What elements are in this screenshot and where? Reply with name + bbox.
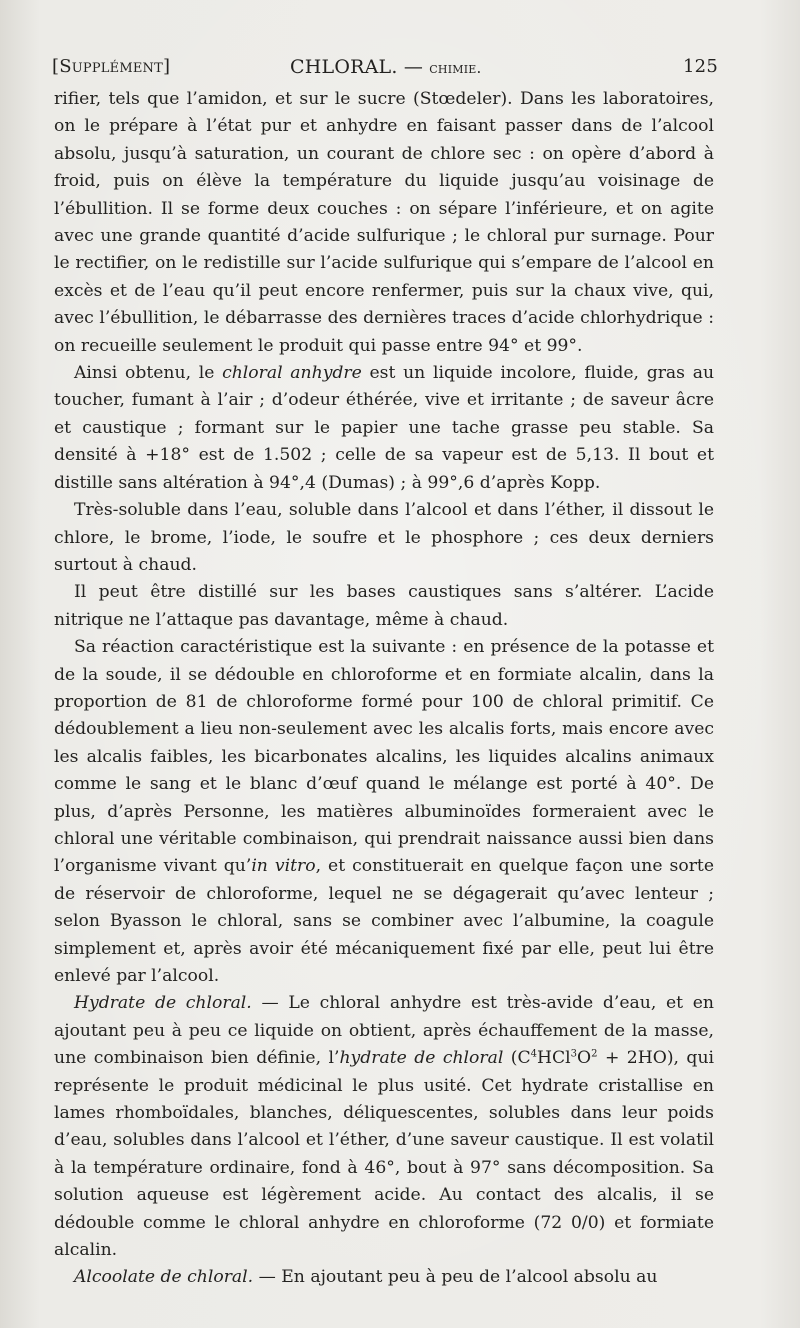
formula-part-d: + 2HO) bbox=[597, 1048, 674, 1069]
header-subtitle: chimie. bbox=[429, 59, 482, 77]
running-header bbox=[52, 56, 718, 84]
p6-italic-heading: Hydrate de chloral. bbox=[74, 993, 252, 1014]
body-text bbox=[54, 86, 714, 1292]
p6-text-b: , qui représente le produit médicinal le plus usité. Cet hydrate cristallise en lames rhomboïdales, blanches, déliquescentes, solubles dans leur poids d’eau, solubles dans l’alcool et l’éther, d’une saveur caustique. Il est volatil à la température ordinaire, fond à 46°, bout à 97° sans décomposition. Sa solution aqueuse est légèrement acide. Au contact des alcalis, il se dédouble comme le chloral anhydre en chloroforme (72 0/0) et formiate alcalin. bbox=[54, 1048, 715, 1261]
paragraph-chloral-anhydre bbox=[54, 360, 714, 497]
p7-italic-heading: Alcoolate de chloral. bbox=[74, 1267, 254, 1288]
formula-part-b: HCl bbox=[537, 1048, 571, 1069]
page-number: 125 bbox=[683, 56, 718, 77]
chemical-formula bbox=[503, 1048, 673, 1068]
p5-italic-term: in vitro bbox=[251, 856, 316, 877]
p5-text-b: , et constituerait en quelque façon une sorte de réservoir de chloroforme, lequel ne se dégagerait qu’avec lenteur ; selon Byasson le chloral, sans se combiner avec l’albumine, la coagule simplement et, après avoir été mécaniquement fixé par elle, peut lui être enlevé par l’alcool. bbox=[54, 856, 715, 986]
header-section-label: [Supplément] bbox=[52, 56, 171, 77]
paragraph-continuation: rifier, tels que l’amidon, et sur le sucre (Stœdeler). Dans les laboratoires, on le prépare à l’état pur et anhydre en faisant passer dans de l’alcool absolu, jusqu’à saturation, un courant de chlore sec : on opère d’abord à froid, puis on élève la température du liquide jusqu’au voisinage de l’ébullition. Il se forme deux couches : on sépare l’inférieure, et on agite avec une grande quantité d’acide sulfurique ; le chloral pur surnage. Pour le rectifier, on le redistille sur l’acide sulfurique qui s’empare de l’alcool en excès et de l’eau qu’il peut encore renfermer, puis sur la chaux vive, qui, avec l’ébullition, le débarrasse des dernières traces d’acide chlorhydrique : on recueille seulement le produit qui passe entre 94° et 99°. bbox=[54, 89, 714, 356]
paragraph-solubility: Très-soluble dans l’eau, soluble dans l’alcool et dans l’éther, il dissout le chlore, le brome, l’iode, le soufre et le phosphore ; ces deux derniers surtout à chaud. bbox=[54, 500, 714, 575]
paragraph-reaction bbox=[54, 634, 714, 990]
p5-text-a: Sa réaction caractéristique est la suivante : en présence de la potasse et de la soude, il se dédouble en chloroforme et en formiate alcalin, dans la proportion de 81 de chloroforme formé pour 100 de chloral primitif. Ce dédoublement a lieu non-seulement avec les alcalis forts, mais encore avec les alcalis faibles, les bicarbonates alcalins, les liquides alcalins animaux comme le sang et le blanc d’œuf quand le mélange est porté à 40°. De plus, d’après Personne, les matières albuminoïdes formeraient avec le chloral une véritable combinaison, qui prendrait naissance aussi bien dans l’organisme vivant qu’ bbox=[54, 637, 714, 877]
formula-sup-2: 3 bbox=[570, 1048, 578, 1060]
formula-sup-3: 2 bbox=[591, 1048, 598, 1060]
formula-part-c: O bbox=[577, 1048, 592, 1069]
formula-part-a: (C bbox=[503, 1048, 531, 1069]
p6-text-a: — Le chloral anhydre est très-avide d’eau, et en ajoutant peu à peu ce liquide on obtient, après échauffement de la masse, une combinaison bien définie, l’ bbox=[54, 993, 714, 1069]
p2-text-b: est un liquide incolore, fluide, gras au toucher, fumant à l’air ; d’odeur éthérée, vive et irritante ; de saveur âcre et caustique ; formant sur le papier une tache grasse peu stable. Sa densité à +18° est de 1.502 ; celle de sa vapeur est de 5,13. Il bout et distille sans altération à 94°,4 (Dumas) ; à 99°,6 d’après Kopp. bbox=[54, 363, 715, 493]
p2-italic-term: chloral anhydre bbox=[222, 363, 362, 384]
paragraph-alcoolate bbox=[54, 1264, 714, 1291]
paragraph-distillation: Il peut être distillé sur les bases caustiques sans s’altérer. L’acide nitrique ne l’attaque pas davantage, même à chaud. bbox=[54, 582, 714, 630]
header-title-main: CHLORAL. bbox=[290, 56, 398, 78]
p6-italic-term: hydrate de chloral bbox=[339, 1048, 504, 1069]
p7-text-a: — En ajoutant peu à peu de l’alcool absolu au bbox=[253, 1267, 658, 1288]
formula-sup-1: 4 bbox=[530, 1048, 538, 1060]
header-title bbox=[290, 56, 481, 78]
paragraph-hydrate bbox=[54, 990, 714, 1264]
p2-text-a: Ainsi obtenu, le bbox=[74, 363, 223, 384]
header-title-dash: — bbox=[397, 56, 430, 78]
